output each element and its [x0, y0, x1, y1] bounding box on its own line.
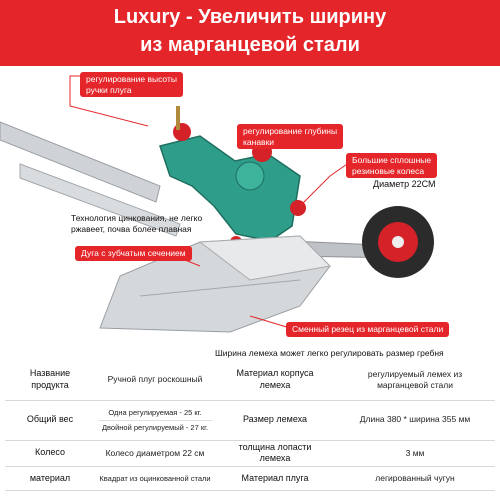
callout-diameter: Диаметр 22СМ: [373, 179, 436, 189]
specs-caption: Ширина лемеха может легко регулировать размер гребня: [215, 348, 444, 358]
spec-label: Колесо: [5, 440, 95, 466]
spec-value: Длина 380 * ширина 355 мм: [335, 400, 495, 440]
knob-screw: [176, 106, 180, 130]
plow-drawing: [0, 66, 500, 356]
spec-label: Размер лемеха: [215, 400, 335, 440]
title-banner: [0, 0, 500, 66]
spec-value: регулируемый лемех из марганцевой стали: [335, 360, 495, 400]
specs-table: [5, 360, 495, 491]
pointer-wheels: [300, 162, 350, 206]
title-line-2: из марганцевой стали: [140, 34, 360, 56]
callout-wheels: Большие сплошные резиновые колеса: [346, 153, 437, 178]
table-row: [5, 466, 495, 490]
callout-depth: регулирование глубины канавки: [237, 124, 343, 149]
divider: [98, 420, 212, 421]
handle-height-knob: [173, 123, 191, 141]
spec-label: Название продукта: [5, 360, 95, 400]
table-row: [5, 400, 495, 440]
spec-label: толщина лопасти лемеха: [215, 440, 335, 466]
spec-value: легированный чугун: [335, 466, 495, 490]
spec-label: Общий вес: [5, 400, 95, 440]
title-line-1: Luxury - Увеличить ширину: [113, 6, 387, 28]
callout-toothed-arc: Дуга с зубчатым сечением: [75, 246, 192, 261]
spec-value: Колесо диаметром 22 см: [95, 440, 215, 466]
spec-label: материал: [5, 466, 95, 490]
frame-boss: [236, 162, 264, 190]
spec-value: 3 мм: [335, 440, 495, 466]
callout-share: Сменный резец из марганцевой стали: [286, 322, 449, 337]
wheel-hub: [392, 236, 404, 248]
weight-single: Одна регулируемая - 25 кг.: [108, 407, 202, 417]
spec-value-weight: [95, 400, 215, 440]
spec-label: Материал корпуса лемеха: [215, 360, 335, 400]
callout-galvanizing: Технология цинкования, не легко ржавеет, почва более плавная: [71, 213, 203, 235]
spec-value: Квадрат из оцинкованной стали: [95, 466, 215, 490]
spec-label: Материал плуга: [215, 466, 335, 490]
product-illustration: [0, 66, 500, 356]
callout-handle-height: регулирование высоты ручки плуга: [80, 72, 183, 97]
spec-value: Ручной плуг роскошный: [95, 360, 215, 400]
table-row: [5, 360, 495, 400]
weight-double: Двойной регулируемый - 27 кг.: [101, 422, 209, 432]
table-row: [5, 440, 495, 466]
